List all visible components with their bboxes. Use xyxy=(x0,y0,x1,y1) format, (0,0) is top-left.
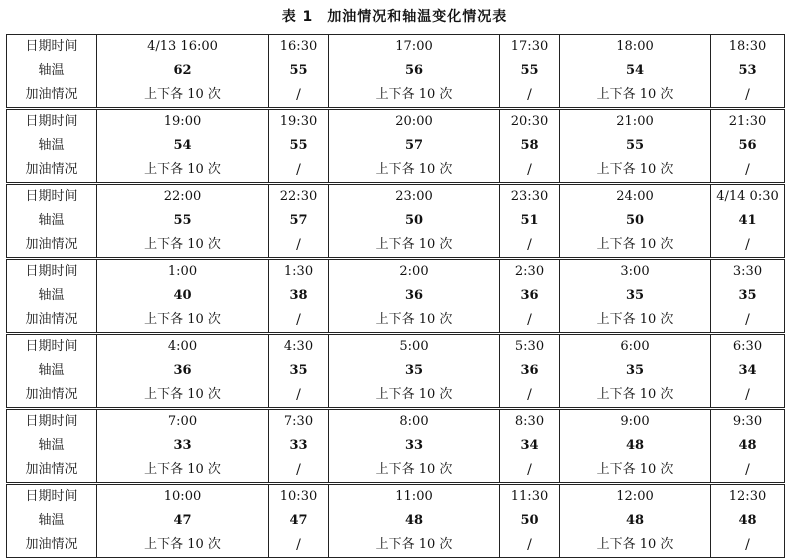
datetime-cell: 9:00 xyxy=(560,409,711,435)
axle-temp-cell: 36 xyxy=(500,359,560,383)
axle-temp-label: 轴温 xyxy=(7,59,97,83)
oiling-cell: 上下各 10 次 xyxy=(329,533,500,558)
oiling-cell: / xyxy=(711,158,785,184)
axle-temp-cell: 35 xyxy=(711,284,785,308)
oiling-label: 加油情况 xyxy=(7,533,97,558)
axle-temp-cell: 48 xyxy=(329,509,500,533)
oiling-label: 加油情况 xyxy=(7,383,97,409)
datetime-row xyxy=(7,484,785,510)
oiling-row xyxy=(7,233,785,259)
axle-temp-cell: 55 xyxy=(269,59,329,83)
oiling-label: 加油情况 xyxy=(7,83,97,109)
datetime-cell: 19:30 xyxy=(269,109,329,135)
axle-temp-cell: 50 xyxy=(329,209,500,233)
axle-temp-cell: 54 xyxy=(97,134,269,158)
datetime-label: 日期时间 xyxy=(7,334,97,360)
datetime-cell: 3:00 xyxy=(560,259,711,285)
table-block xyxy=(7,184,785,259)
axle-temp-label: 轴温 xyxy=(7,134,97,158)
table-block xyxy=(7,334,785,409)
oiling-cell: 上下各 10 次 xyxy=(560,83,711,109)
datetime-cell: 21:00 xyxy=(560,109,711,135)
oiling-cell: 上下各 10 次 xyxy=(560,533,711,558)
oiling-row xyxy=(7,533,785,558)
datetime-cell: 11:00 xyxy=(329,484,500,510)
oiling-cell: 上下各 10 次 xyxy=(97,158,269,184)
axle-temp-cell: 55 xyxy=(560,134,711,158)
axle-temp-row xyxy=(7,434,785,458)
oiling-label: 加油情况 xyxy=(7,158,97,184)
datetime-cell: 18:00 xyxy=(560,35,711,60)
axle-temp-cell: 35 xyxy=(560,284,711,308)
axle-temp-cell: 50 xyxy=(500,509,560,533)
axle-temp-row xyxy=(7,134,785,158)
datetime-label: 日期时间 xyxy=(7,35,97,60)
datetime-cell: 4:30 xyxy=(269,334,329,360)
oiling-cell: / xyxy=(711,83,785,109)
table-block xyxy=(7,259,785,334)
datetime-label: 日期时间 xyxy=(7,184,97,210)
oiling-cell: 上下各 10 次 xyxy=(329,308,500,334)
table-number: 表 1 xyxy=(281,9,314,25)
oiling-cell: 上下各 10 次 xyxy=(560,383,711,409)
oiling-cell: 上下各 10 次 xyxy=(329,233,500,259)
axle-temp-cell: 48 xyxy=(560,434,711,458)
oiling-cell: 上下各 10 次 xyxy=(329,383,500,409)
datetime-cell: 7:00 xyxy=(97,409,269,435)
oiling-cell: / xyxy=(269,383,329,409)
axle-temp-cell: 35 xyxy=(560,359,711,383)
axle-temp-cell: 54 xyxy=(560,59,711,83)
axle-temp-cell: 48 xyxy=(711,509,785,533)
axle-temp-cell: 53 xyxy=(711,59,785,83)
datetime-cell: 20:00 xyxy=(329,109,500,135)
datetime-cell: 17:30 xyxy=(500,35,560,60)
axle-temp-cell: 51 xyxy=(500,209,560,233)
oiling-cell: / xyxy=(711,458,785,484)
datetime-cell: 21:30 xyxy=(711,109,785,135)
datetime-cell: 7:30 xyxy=(269,409,329,435)
datetime-label: 日期时间 xyxy=(7,409,97,435)
datetime-cell: 8:00 xyxy=(329,409,500,435)
oiling-cell: 上下各 10 次 xyxy=(560,158,711,184)
axle-temp-label: 轴温 xyxy=(7,284,97,308)
oiling-cell: / xyxy=(269,158,329,184)
oiling-cell: / xyxy=(711,383,785,409)
datetime-cell: 6:00 xyxy=(560,334,711,360)
datetime-cell: 2:30 xyxy=(500,259,560,285)
axle-temp-cell: 57 xyxy=(269,209,329,233)
datetime-cell: 19:00 xyxy=(97,109,269,135)
datetime-cell: 6:30 xyxy=(711,334,785,360)
axle-temp-cell: 56 xyxy=(711,134,785,158)
table-block xyxy=(7,35,785,109)
table-title-text: 加油情况和轴温变化情况表 xyxy=(327,9,508,25)
oiling-cell: 上下各 10 次 xyxy=(97,233,269,259)
datetime-label: 日期时间 xyxy=(7,259,97,285)
table-block xyxy=(7,484,785,558)
oiling-label: 加油情况 xyxy=(7,233,97,259)
axle-temp-row xyxy=(7,284,785,308)
oiling-row xyxy=(7,308,785,334)
oiling-cell: 上下各 10 次 xyxy=(560,308,711,334)
oiling-cell: 上下各 10 次 xyxy=(329,458,500,484)
axle-temp-cell: 55 xyxy=(500,59,560,83)
oiling-cell: 上下各 10 次 xyxy=(97,83,269,109)
datetime-cell: 1:30 xyxy=(269,259,329,285)
datetime-row xyxy=(7,109,785,135)
datetime-cell: 9:30 xyxy=(711,409,785,435)
datetime-cell: 18:30 xyxy=(711,35,785,60)
datetime-row xyxy=(7,35,785,60)
datetime-cell: 3:30 xyxy=(711,259,785,285)
oiling-cell: / xyxy=(500,83,560,109)
axle-temp-cell: 56 xyxy=(329,59,500,83)
oiling-cell: 上下各 10 次 xyxy=(329,83,500,109)
axle-temp-cell: 55 xyxy=(269,134,329,158)
oiling-cell: / xyxy=(500,158,560,184)
axle-temp-cell: 34 xyxy=(500,434,560,458)
oiling-cell: / xyxy=(269,308,329,334)
oiling-cell: / xyxy=(500,308,560,334)
datetime-cell: 23:30 xyxy=(500,184,560,210)
datetime-cell: 4:00 xyxy=(97,334,269,360)
axle-temp-cell: 33 xyxy=(97,434,269,458)
datetime-cell: 10:30 xyxy=(269,484,329,510)
oiling-cell: / xyxy=(711,533,785,558)
oiling-cell: 上下各 10 次 xyxy=(97,383,269,409)
oiling-row xyxy=(7,158,785,184)
oiling-cell: 上下各 10 次 xyxy=(97,533,269,558)
datetime-cell: 8:30 xyxy=(500,409,560,435)
oiling-cell: 上下各 10 次 xyxy=(97,308,269,334)
axle-temp-cell: 34 xyxy=(711,359,785,383)
axle-temp-label: 轴温 xyxy=(7,209,97,233)
datetime-cell: 12:00 xyxy=(560,484,711,510)
axle-temp-cell: 47 xyxy=(97,509,269,533)
axle-temp-row xyxy=(7,59,785,83)
datetime-cell: 10:00 xyxy=(97,484,269,510)
oiling-label: 加油情况 xyxy=(7,308,97,334)
axle-temp-cell: 36 xyxy=(500,284,560,308)
axle-temp-cell: 50 xyxy=(560,209,711,233)
axle-temp-cell: 33 xyxy=(269,434,329,458)
datetime-cell: 20:30 xyxy=(500,109,560,135)
oiling-cell: / xyxy=(269,458,329,484)
datetime-cell: 4/13 16:00 xyxy=(97,35,269,60)
oiling-cell: / xyxy=(500,383,560,409)
axle-temp-cell: 40 xyxy=(97,284,269,308)
axle-temp-cell: 62 xyxy=(97,59,269,83)
datetime-cell: 22:30 xyxy=(269,184,329,210)
oil-temperature-table xyxy=(6,34,785,558)
axle-temp-cell: 55 xyxy=(97,209,269,233)
axle-temp-label: 轴温 xyxy=(7,509,97,533)
datetime-cell: 5:00 xyxy=(329,334,500,360)
axle-temp-cell: 41 xyxy=(711,209,785,233)
oiling-row xyxy=(7,383,785,409)
table-block xyxy=(7,409,785,484)
axle-temp-cell: 48 xyxy=(711,434,785,458)
oiling-cell: 上下各 10 次 xyxy=(560,458,711,484)
oiling-cell: / xyxy=(711,308,785,334)
axle-temp-cell: 35 xyxy=(329,359,500,383)
oiling-row xyxy=(7,83,785,109)
datetime-cell: 16:30 xyxy=(269,35,329,60)
datetime-cell: 17:00 xyxy=(329,35,500,60)
oiling-cell: 上下各 10 次 xyxy=(329,158,500,184)
axle-temp-cell: 36 xyxy=(329,284,500,308)
oiling-cell: 上下各 10 次 xyxy=(97,458,269,484)
oiling-label: 加油情况 xyxy=(7,458,97,484)
axle-temp-cell: 58 xyxy=(500,134,560,158)
datetime-cell: 5:30 xyxy=(500,334,560,360)
datetime-label: 日期时间 xyxy=(7,109,97,135)
axle-temp-cell: 57 xyxy=(329,134,500,158)
oiling-cell: / xyxy=(711,233,785,259)
axle-temp-row xyxy=(7,359,785,383)
axle-temp-label: 轴温 xyxy=(7,359,97,383)
oiling-cell: / xyxy=(269,533,329,558)
datetime-row xyxy=(7,259,785,285)
oiling-row xyxy=(7,458,785,484)
axle-temp-cell: 47 xyxy=(269,509,329,533)
datetime-row xyxy=(7,184,785,210)
axle-temp-cell: 33 xyxy=(329,434,500,458)
datetime-cell: 1:00 xyxy=(97,259,269,285)
axle-temp-cell: 35 xyxy=(269,359,329,383)
datetime-row xyxy=(7,409,785,435)
oiling-cell: / xyxy=(500,458,560,484)
datetime-cell: 23:00 xyxy=(329,184,500,210)
datetime-cell: 24:00 xyxy=(560,184,711,210)
axle-temp-row xyxy=(7,209,785,233)
datetime-label: 日期时间 xyxy=(7,484,97,510)
datetime-cell: 22:00 xyxy=(97,184,269,210)
oiling-cell: / xyxy=(269,233,329,259)
table-block xyxy=(7,109,785,184)
oiling-cell: 上下各 10 次 xyxy=(560,233,711,259)
datetime-cell: 12:30 xyxy=(711,484,785,510)
datetime-row xyxy=(7,334,785,360)
oiling-cell: / xyxy=(500,233,560,259)
oiling-cell: / xyxy=(500,533,560,558)
axle-temp-label: 轴温 xyxy=(7,434,97,458)
table-title xyxy=(0,6,789,26)
axle-temp-cell: 36 xyxy=(97,359,269,383)
datetime-cell: 2:00 xyxy=(329,259,500,285)
axle-temp-cell: 48 xyxy=(560,509,711,533)
datetime-cell: 4/14 0:30 xyxy=(711,184,785,210)
axle-temp-cell: 38 xyxy=(269,284,329,308)
oiling-cell: / xyxy=(269,83,329,109)
datetime-cell: 11:30 xyxy=(500,484,560,510)
axle-temp-row xyxy=(7,509,785,533)
